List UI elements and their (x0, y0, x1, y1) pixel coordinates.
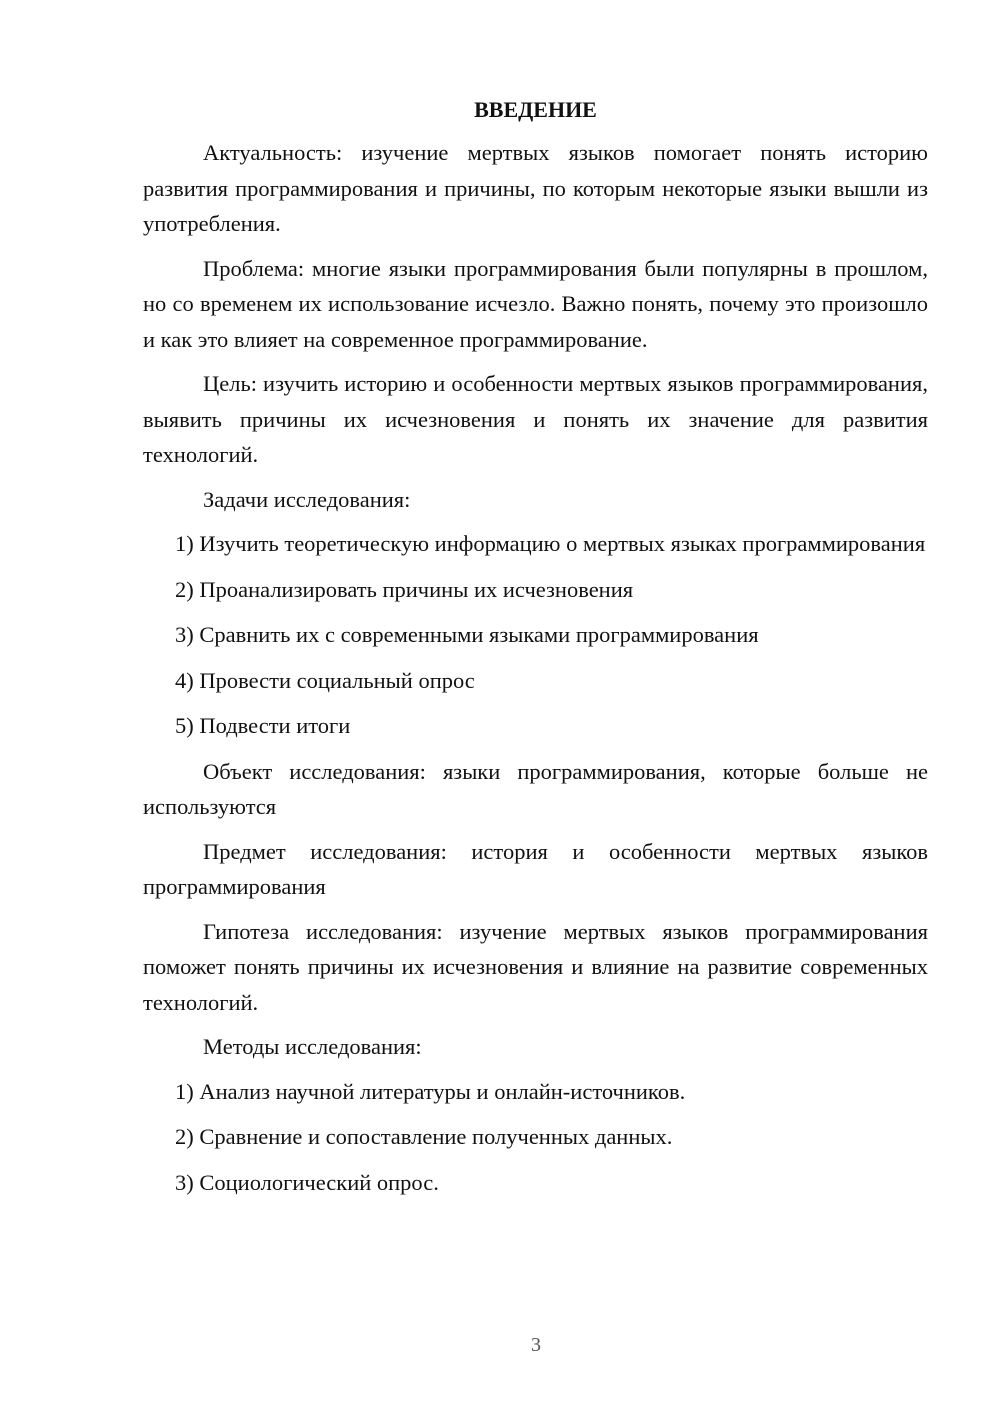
methods-heading: Методы исследования: (203, 1034, 422, 1059)
relevance-paragraph: Актуальность: изучение мертвых языков помогает понять историю развития программирования и причины, по которым некоторые языки вышли из употребления. (143, 140, 928, 236)
method-item-2: 2) Сравнение и сопоставление полученных данных. (175, 1124, 673, 1149)
object-paragraph: Объект исследования: языки программирования, которые больше не используются (143, 758, 928, 819)
hypothesis-paragraph: Гипотеза исследования: изучение мертвых языков программирования поможет понять причины их исчезновения и влияние на развитие современных технологий. (143, 918, 928, 1015)
problem-paragraph: Проблема: многие языки программирования были популярны в прошлом, но со временем их использование исчезло. Важно понять, почему это произошло и как это влияет на современное программирование. (143, 255, 928, 352)
page-title: ВВЕДЕНИЕ (474, 97, 597, 122)
task-item-1: 1) Изучить теоретическую информацию о мертвых языках программирования (175, 531, 926, 556)
task-item-2: 2) Проанализировать причины их исчезновения (175, 576, 634, 602)
task-item-4: 4) Провести социальный опрос (175, 667, 475, 693)
subject-paragraph: Предмет исследования: история и особенности мертвых языков программирования (143, 838, 928, 899)
tasks-heading: Задачи исследования: (203, 486, 411, 512)
page-number: 3 (531, 1334, 541, 1356)
task-item-5: 5) Подвести итоги (175, 713, 351, 738)
page-content (143, 95, 928, 1210)
task-item-3: 3) Сравнить их с современными языками программирования (175, 622, 759, 647)
method-item-3: 3) Социологический опрос. (175, 1169, 439, 1195)
goal-paragraph: Цель: изучить историю и особенности мертвых языков программирования, выявить причины их исчезновения и понять их значение для развития технологий. (143, 371, 928, 467)
method-item-1: 1) Анализ научной литературы и онлайн-источников. (175, 1078, 686, 1104)
